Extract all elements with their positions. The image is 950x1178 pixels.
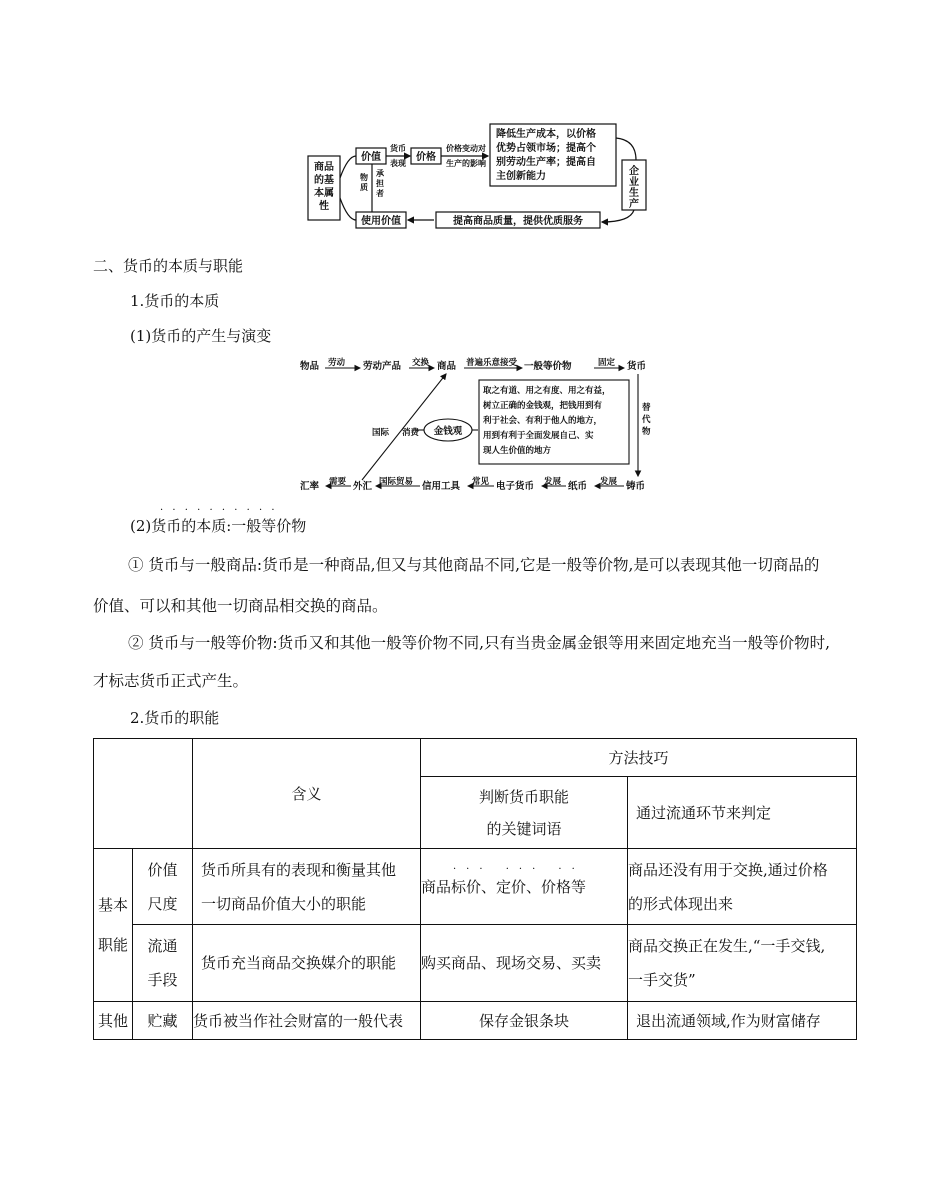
currency-functions-table xyxy=(93,738,857,1040)
svg-text:铸币: 铸币 xyxy=(626,481,646,492)
svg-text:国际贸易: 国际贸易 xyxy=(379,477,414,487)
header-circulation: 通过流通环节来判定 xyxy=(628,777,857,849)
sub2-title: 2.货币的职能 xyxy=(130,709,220,727)
svg-text:物质: 物质 xyxy=(360,173,368,192)
svg-text:常见: 常见 xyxy=(472,477,490,487)
row-meaning: 货币充当商品交换媒介的职能 xyxy=(193,925,421,1002)
svg-text:物品: 物品 xyxy=(300,361,320,372)
svg-text:发展: 发展 xyxy=(600,477,618,487)
other-function-label: 其他 xyxy=(94,1002,133,1040)
svg-text:取之有道、用之有度、用之有益， 树立正确的金钱观，把: 取之有道、用之有度、用之有益， 树立正确的金钱观，把钱用到有 利于社会、有利于他人的地方， 用到有利于全面发展自己、实 现人生价值的地方 xyxy=(483,386,611,456)
svg-text:价格变动对: 价格变动对 xyxy=(446,144,486,153)
row-meaning: 货币所具有的表现和衡量其他 一切商品价值大小的职能 xyxy=(193,849,421,925)
svg-text:货币: 货币 xyxy=(390,144,406,153)
row-keywords: 保存金银条块 xyxy=(421,1002,628,1040)
svg-text:外汇: 外汇 xyxy=(353,481,373,492)
svg-text:生产的影响: 生产的影响 xyxy=(446,159,486,168)
emphasis-dots: ·········· xyxy=(160,505,284,516)
row-keywords: 购买商品、现场交易、买卖 xyxy=(421,925,628,1002)
svg-text:需要: 需要 xyxy=(329,477,347,487)
svg-text:表现: 表现 xyxy=(390,159,406,168)
svg-text:一般等价物: 一般等价物 xyxy=(524,361,572,372)
para2-line1: ② 货币与一般等价物:货币又和其他一般等价物不同,只有当贵金属金银等用来固定地充当一般等价物时, xyxy=(128,634,831,652)
svg-text:电子货币: 电子货币 xyxy=(496,481,535,492)
sub1-title: 1.货币的本质 xyxy=(130,292,220,310)
svg-text:国际: 国际 xyxy=(372,428,390,438)
svg-text:纸币: 纸币 xyxy=(568,481,588,492)
table-corner xyxy=(94,739,193,849)
row-judge: 退出流通领域,作为财富储存 xyxy=(628,1002,857,1040)
svg-text:发展: 发展 xyxy=(544,477,562,487)
svg-text:承担者: 承担者 xyxy=(376,169,384,198)
quality-box: 提高商品质量，提供优质服务 xyxy=(453,216,583,227)
svg-text:信用工具: 信用工具 xyxy=(422,481,461,492)
row-keywords: ··· ··· ·· 商品标价、定价、价格等 xyxy=(421,849,628,925)
sub1-1-title: (1)货币的产生与演变 xyxy=(130,327,272,345)
row-name: 价值 尺度 xyxy=(133,849,193,925)
value-box: 价值 xyxy=(361,152,381,163)
header-meaning: 含义 xyxy=(193,739,421,849)
row-name: 贮藏 xyxy=(133,1002,193,1040)
commodity-attributes-diagram xyxy=(300,118,650,233)
currency-evolution-diagram xyxy=(296,352,656,494)
row-meaning: 货币被当作社会财富的一般代表 xyxy=(193,1002,421,1040)
para1-line2: 价值、可以和其他一切商品相交换的商品。 xyxy=(93,597,388,615)
section2-title: 二、货币的本质与职能 xyxy=(93,257,244,275)
svg-text:普遍乐意接受: 普遍乐意接受 xyxy=(466,358,518,368)
row-judge: 商品交换正在发生,“一手交钱, 一手交货” xyxy=(628,925,857,1002)
basic-function-label: 基本 职能 xyxy=(94,849,133,1002)
svg-text:替代物: 替代物 xyxy=(642,403,651,437)
para1-line1: ① 货币与一般商品:货币是一种商品,但又与其他商品不同,它是一般等价物,是可以表现其他一切商品的 xyxy=(128,556,820,574)
row-judge: 商品还没有用于交换,通过价格 的形式体现出来 xyxy=(628,849,857,925)
money-view-oval: 金钱观 xyxy=(433,426,463,437)
para2-line2: 才标志货币正式产生。 xyxy=(93,672,249,690)
essence-line: (2)货币的本质:一般等价物 xyxy=(130,517,307,535)
svg-text:劳动: 劳动 xyxy=(328,358,346,368)
svg-text:劳动产品: 劳动产品 xyxy=(363,361,402,372)
keyword-dots: ··· ··· ·· xyxy=(453,864,585,875)
enterprise-box: 企业生产 xyxy=(629,166,639,210)
price-box: 价格 xyxy=(416,152,436,163)
header-method: 方法技巧 xyxy=(421,739,857,777)
svg-text:货币: 货币 xyxy=(627,361,647,372)
svg-text:汇率: 汇率 xyxy=(300,481,320,492)
attr-box-text: 商品的基本属性 xyxy=(314,162,334,212)
svg-text:商品: 商品 xyxy=(437,361,457,372)
use-value-box: 使用价值 xyxy=(361,216,401,227)
header-keywords: 判断货币职能 的关键词语 xyxy=(421,777,628,849)
effect-box-text: 降低生产成本，以价格优势占领市场；提高个别劳动生产率；提高自主创新能力 xyxy=(496,129,596,182)
row-name: 流通 手段 xyxy=(133,925,193,1002)
svg-text:交换: 交换 xyxy=(412,358,430,368)
svg-text:固定: 固定 xyxy=(598,358,616,368)
svg-text:消费: 消费 xyxy=(402,428,420,438)
